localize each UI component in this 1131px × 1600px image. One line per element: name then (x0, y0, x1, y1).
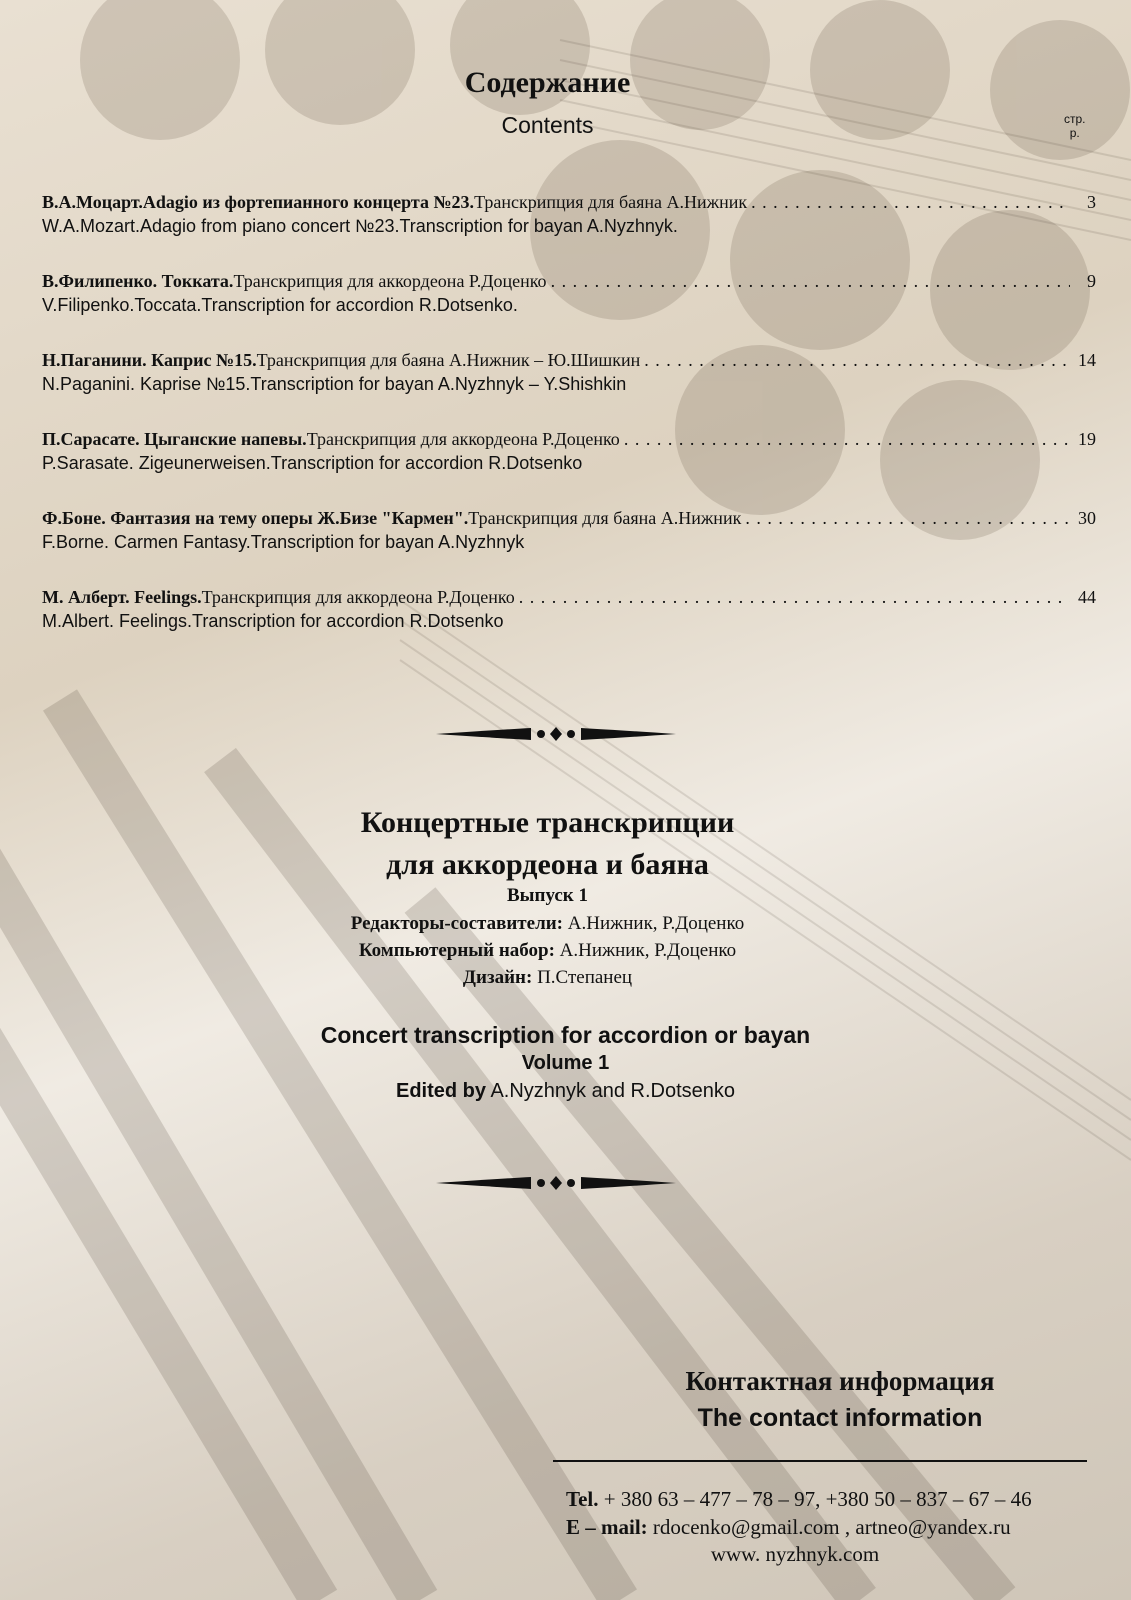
toc-entry-text: Транскрипция для баяна А.Нижник (468, 508, 742, 528)
phone-value: + 380 63 – 477 – 78 – 97, +380 50 – 837 – 67 – 46 (598, 1487, 1032, 1511)
toc-entry (42, 271, 1096, 350)
toc-page-number: 9 (1087, 271, 1096, 291)
toc-entry-en: N.Paganini. Kaprise №15.Transcription for bayan A.Nyzhnyk – Y.Shishkin (42, 374, 627, 394)
credit-label: Компьютерный набор: (358, 940, 555, 961)
toc-entry (42, 429, 1096, 508)
credit-value: П.Степанец (532, 967, 633, 988)
email-value: rdocenko@gmail.com , artneo@yandex.ru (647, 1515, 1011, 1539)
ornament-divider-icon (436, 724, 676, 744)
edited-label: Edited by (395, 1080, 486, 1102)
table-of-contents (42, 192, 1096, 666)
leader-dots (751, 192, 1070, 213)
leader-dots (551, 271, 1070, 292)
toc-entry-text: Транскрипция для баяна А.Нижник – Ю.Шишкин (256, 350, 641, 370)
leader-dots (624, 429, 1070, 450)
contact-email (566, 1515, 1011, 1540)
ornament-divider-icon (436, 1173, 676, 1193)
toc-entry-text: Транскрипция для аккордеона Р.Доценко (201, 587, 515, 607)
page-subtitle: Contents (501, 112, 594, 138)
toc-entry-en: V.Filipenko.Toccata.Transcription for accordion R.Dotsenko. (42, 295, 518, 315)
credit-editors (0, 913, 1095, 935)
leader-dots (519, 587, 1070, 608)
toc-entry (42, 192, 1096, 271)
toc-entry-ru (42, 350, 1096, 371)
toc-entry-bold: Ф.Боне. Фантазия на тему оперы Ж.Бизе "Кармен". (42, 508, 469, 528)
toc-page-number: 3 (1087, 192, 1096, 212)
toc-entry-ru (42, 271, 1096, 292)
leader-dots (644, 350, 1070, 371)
email-label: E – mail: (566, 1515, 648, 1539)
toc-entry-ru (42, 587, 1096, 608)
toc-entry-text: Транскрипция для аккордеона Р.Доценко (233, 271, 547, 291)
toc-entry-en: P.Sarasate. Zigeunerweisen.Transcription for accordion R.Dotsenko (42, 453, 583, 473)
toc-entry-text: Транскрипция для баяна А.Нижник (474, 192, 748, 212)
toc-entry (42, 350, 1096, 429)
toc-entry-ru (42, 192, 1096, 213)
leader-dots (745, 508, 1070, 529)
contact-website: www. nyzhnyk.com (710, 1542, 880, 1566)
toc-entry-bold: В.Филипенко. Токката. (42, 271, 234, 291)
toc-page-number: 44 (1078, 587, 1096, 607)
phone-label: Tel. (566, 1487, 599, 1511)
toc-entry-en: W.A.Mozart.Adagio from piano concert №23.Transcription for bayan A.Nyzhnyk. (42, 216, 678, 236)
credit-label: Дизайн: (462, 967, 533, 988)
page-column-header (1064, 112, 1086, 140)
contact-title-ru: Контактная информация (685, 1366, 995, 1396)
toc-entry-text: Транскрипция для аккордеона Р.Доценко (306, 429, 620, 449)
page-title: Содержание (464, 66, 631, 99)
toc-entry-en: M.Albert. Feelings.Transcription for accordion R.Dotsenko (42, 611, 504, 631)
book-title-ru-line1: Концертные транскрипции (360, 806, 735, 839)
contact-title-en: The contact information (697, 1404, 983, 1432)
credit-label: Редакторы-составители: (350, 913, 563, 934)
toc-entry-bold: В.А.Моцарт.Adagio из фортепианного концерта №23. (42, 192, 475, 212)
book-title-en: Concert transcription for accordion or bayan (320, 1022, 811, 1048)
toc-entry-bold: Н.Паганини. Каприс №15. (42, 350, 257, 370)
toc-entry-ru (42, 429, 1096, 450)
credit-typesetting (0, 940, 1095, 962)
toc-entry-bold: П.Сарасате. Цыганские напевы. (42, 429, 307, 449)
contact-phone (566, 1487, 1032, 1512)
volume-en: Volume 1 (521, 1052, 610, 1074)
issue-number: Выпуск 1 (506, 885, 588, 906)
toc-entry-en: F.Borne. Carmen Fantasy.Transcription for bayan A.Nyzhnyk (42, 532, 525, 552)
edited-value: A.Nyzhnyk and R.Dotsenko (486, 1080, 736, 1102)
toc-entry-bold: М. Алберт. Feelings. (42, 587, 202, 607)
edited-by-en (0, 1080, 1131, 1103)
credit-design (0, 967, 1095, 989)
credit-value: А.Нижник, Р.Доценко (563, 913, 745, 934)
page-label-ru: стр. (1064, 112, 1086, 126)
toc-entry (42, 508, 1096, 587)
toc-page-number: 14 (1078, 350, 1096, 370)
book-title-ru-line2: для аккордеона и баяна (386, 848, 709, 881)
page-label-en: р. (1069, 126, 1080, 140)
toc-entry-ru (42, 508, 1096, 529)
toc-page-number: 19 (1078, 429, 1096, 449)
toc-page-number: 30 (1078, 508, 1096, 528)
credit-value: А.Нижник, Р.Доценко (554, 940, 737, 961)
contact-divider (553, 1460, 1087, 1462)
toc-entry (42, 587, 1096, 666)
